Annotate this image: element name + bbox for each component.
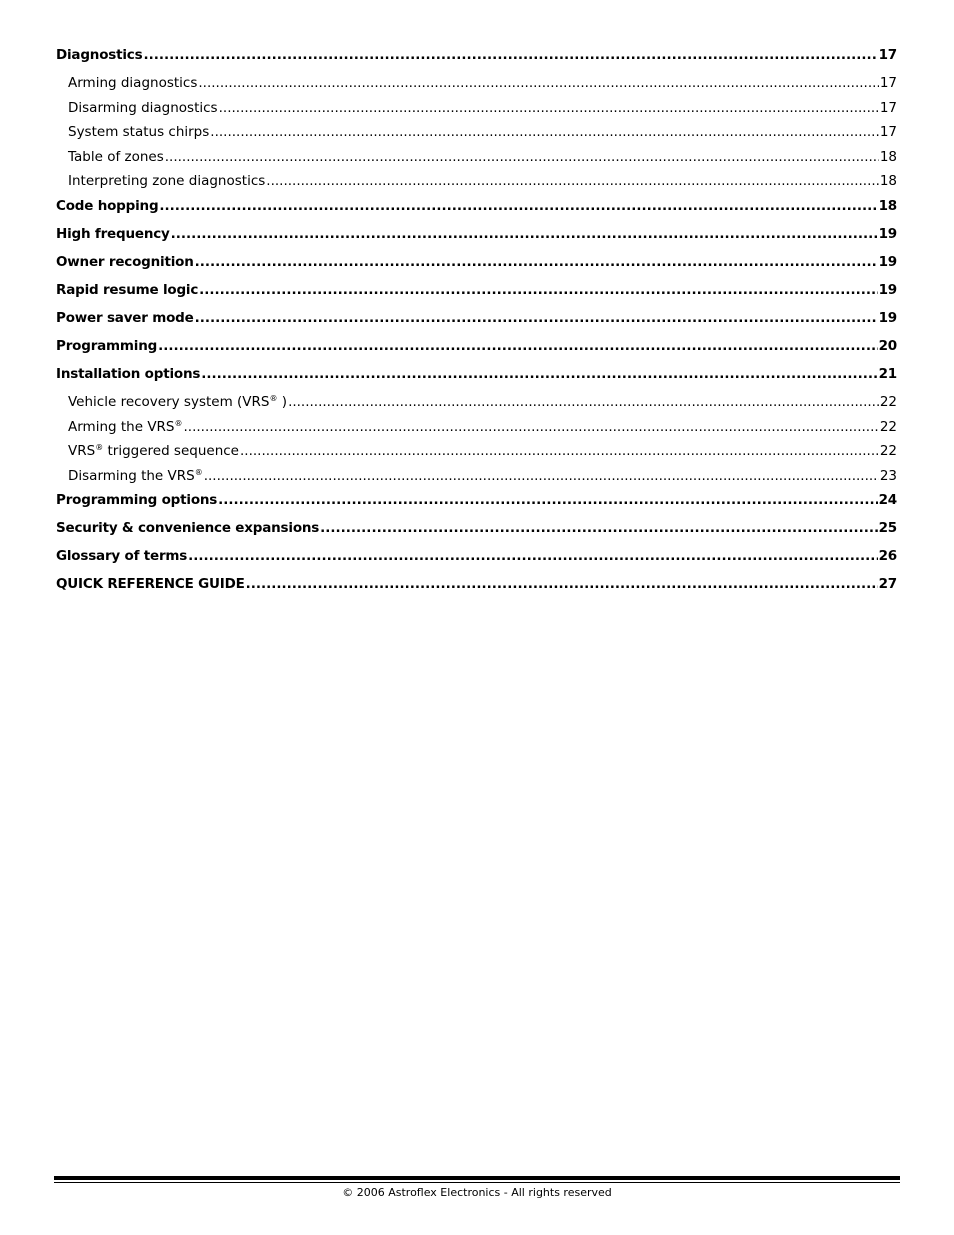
registered-mark: ®	[194, 467, 203, 477]
toc-entry-title	[56, 338, 157, 354]
dot-leader	[288, 394, 879, 410]
toc-entry-title-text: Vehicle recovery system (VRS	[68, 393, 270, 410]
toc-entry-title-text: System status chirps	[68, 124, 210, 141]
toc-entry-title	[56, 548, 187, 564]
dot-leader	[240, 443, 879, 459]
toc-page-number: 22	[879, 393, 897, 410]
toc-page-number: 18	[879, 173, 897, 190]
toc-section-entry[interactable]	[56, 198, 897, 226]
toc-section-entry[interactable]	[56, 282, 897, 310]
toc-entry-title-suffix: )	[277, 393, 288, 410]
toc-entry-title-text: Disarming the VRS	[68, 467, 195, 484]
toc-page-number: 17	[879, 75, 897, 91]
toc-subsection-entry[interactable]	[56, 75, 897, 100]
toc-entry-title	[56, 282, 198, 298]
toc-section-entry[interactable]	[56, 254, 897, 282]
dot-leader	[198, 75, 878, 91]
toc-entry-title-text: Arming diagnostics	[68, 75, 198, 91]
toc-page-number: 21	[878, 365, 897, 382]
footer-copyright: © 2006 Astroflex Electronics - All rights reserved	[342, 1186, 612, 1199]
toc-entry-title	[56, 366, 200, 382]
toc-entry-title-text: Programming	[56, 337, 158, 354]
toc-entry-title-text: Owner recognition	[56, 253, 194, 270]
toc-subsection-entry[interactable]	[56, 173, 897, 198]
registered-mark: ®	[269, 393, 278, 403]
toc-entry-title-text: Code hopping	[56, 197, 159, 214]
toc-entry-title-text: Arming the VRS	[68, 418, 175, 435]
toc-page-number: 26	[878, 548, 897, 565]
toc-page-number: 17	[878, 47, 897, 63]
toc-entry-title	[56, 254, 194, 270]
dot-leader	[195, 254, 878, 270]
toc-entry-title	[68, 468, 203, 484]
toc-page-number: 19	[878, 309, 897, 326]
toc-subsection-entry[interactable]	[56, 149, 897, 174]
footer-rule-thin	[54, 1182, 900, 1183]
dot-leader	[159, 198, 877, 214]
dot-leader	[210, 124, 879, 140]
toc-entry-title-text: Power saver mode	[56, 309, 194, 326]
toc-section-entry[interactable]	[56, 548, 897, 576]
toc-entry-title-text: Security & convenience expansions	[56, 520, 320, 537]
toc-page-number: 18	[879, 148, 897, 165]
dot-leader	[184, 419, 879, 435]
toc-subsection-entry[interactable]	[56, 100, 897, 125]
dot-leader	[195, 310, 878, 326]
toc-page-number: 18	[878, 197, 897, 214]
toc-page-number: 19	[878, 225, 897, 242]
toc-page-number: 19	[878, 253, 897, 270]
toc-page-number: 27	[878, 576, 897, 593]
dot-leader	[266, 173, 879, 189]
dot-leader	[199, 282, 877, 298]
toc-subsection-entry[interactable]	[56, 394, 897, 419]
toc-page-number: 17	[879, 124, 897, 141]
toc-entry-title	[56, 492, 217, 508]
toc-entry-title	[68, 394, 287, 410]
toc-entry-title	[56, 576, 245, 592]
dot-leader	[165, 149, 879, 165]
dot-leader	[171, 226, 878, 242]
toc-section-entry[interactable]	[56, 366, 897, 394]
toc-entry-title	[68, 419, 183, 435]
toc-section-entry[interactable]	[56, 226, 897, 254]
toc-subsection-entry[interactable]	[56, 468, 897, 493]
toc-entry-title-text: High frequency	[56, 225, 170, 242]
toc-entry-title	[56, 226, 170, 242]
toc-entry-title	[68, 124, 209, 140]
dot-leader	[218, 492, 877, 508]
footer-rule	[54, 1176, 900, 1180]
dot-leader	[320, 520, 877, 536]
toc-entry-title-text: Interpreting zone diagnostics	[68, 173, 266, 190]
toc-page-number: 23	[879, 467, 897, 484]
registered-mark: ®	[174, 418, 183, 428]
dot-leader	[188, 548, 877, 564]
dot-leader	[158, 338, 878, 354]
toc-entry-title-text: Installation options	[56, 365, 201, 382]
dot-leader	[246, 576, 878, 592]
toc-entry-title-text: Rapid resume logic	[56, 281, 199, 298]
toc-entry-title	[68, 100, 218, 116]
toc-subsection-entry[interactable]	[56, 124, 897, 149]
toc-section-entry[interactable]	[56, 47, 897, 75]
toc-entry-title	[68, 149, 164, 165]
toc-entry-title-text: Table of zones	[68, 148, 164, 165]
toc-entry-title	[56, 47, 142, 63]
toc-entry-title	[56, 198, 158, 214]
toc-entry-title-text: VRS	[68, 443, 96, 460]
toc-page-number: 24	[878, 492, 897, 509]
toc-entry-title-text: Diagnostics	[56, 47, 143, 63]
toc-entry-title-text: Disarming diagnostics	[68, 99, 218, 116]
toc-page-number: 22	[879, 418, 897, 435]
toc-page-number: 22	[879, 443, 897, 460]
toc-page-number: 25	[878, 520, 897, 537]
toc-section-entry[interactable]	[56, 576, 897, 604]
toc-entry-title-suffix: triggered sequence	[103, 443, 239, 460]
dot-leader	[219, 100, 879, 116]
toc-section-entry[interactable]	[56, 310, 897, 338]
toc-entry-title-text: Glossary of terms	[56, 548, 188, 565]
toc-page-number: 19	[878, 281, 897, 298]
dot-leader	[204, 468, 879, 484]
toc-entry-title	[68, 173, 265, 189]
toc-section-entry[interactable]	[56, 338, 897, 366]
toc-entry-title	[56, 310, 194, 326]
toc-section-entry[interactable]	[56, 492, 897, 520]
toc-section-entry[interactable]	[56, 520, 897, 548]
toc-subsection-entry[interactable]	[56, 419, 897, 444]
toc-entry-title-text: Programming options	[56, 492, 218, 509]
registered-mark: ®	[95, 443, 104, 453]
table-of-contents	[56, 47, 897, 604]
dot-leader	[143, 47, 877, 63]
toc-entry-title	[68, 443, 239, 459]
toc-entry-title	[68, 75, 197, 91]
toc-entry-title	[56, 520, 319, 536]
toc-subsection-entry[interactable]	[56, 443, 897, 468]
toc-page-number: 17	[879, 99, 897, 116]
toc-entry-title-text: QUICK REFERENCE GUIDE	[56, 576, 245, 593]
toc-page-number: 20	[878, 337, 897, 354]
dot-leader	[201, 366, 877, 382]
